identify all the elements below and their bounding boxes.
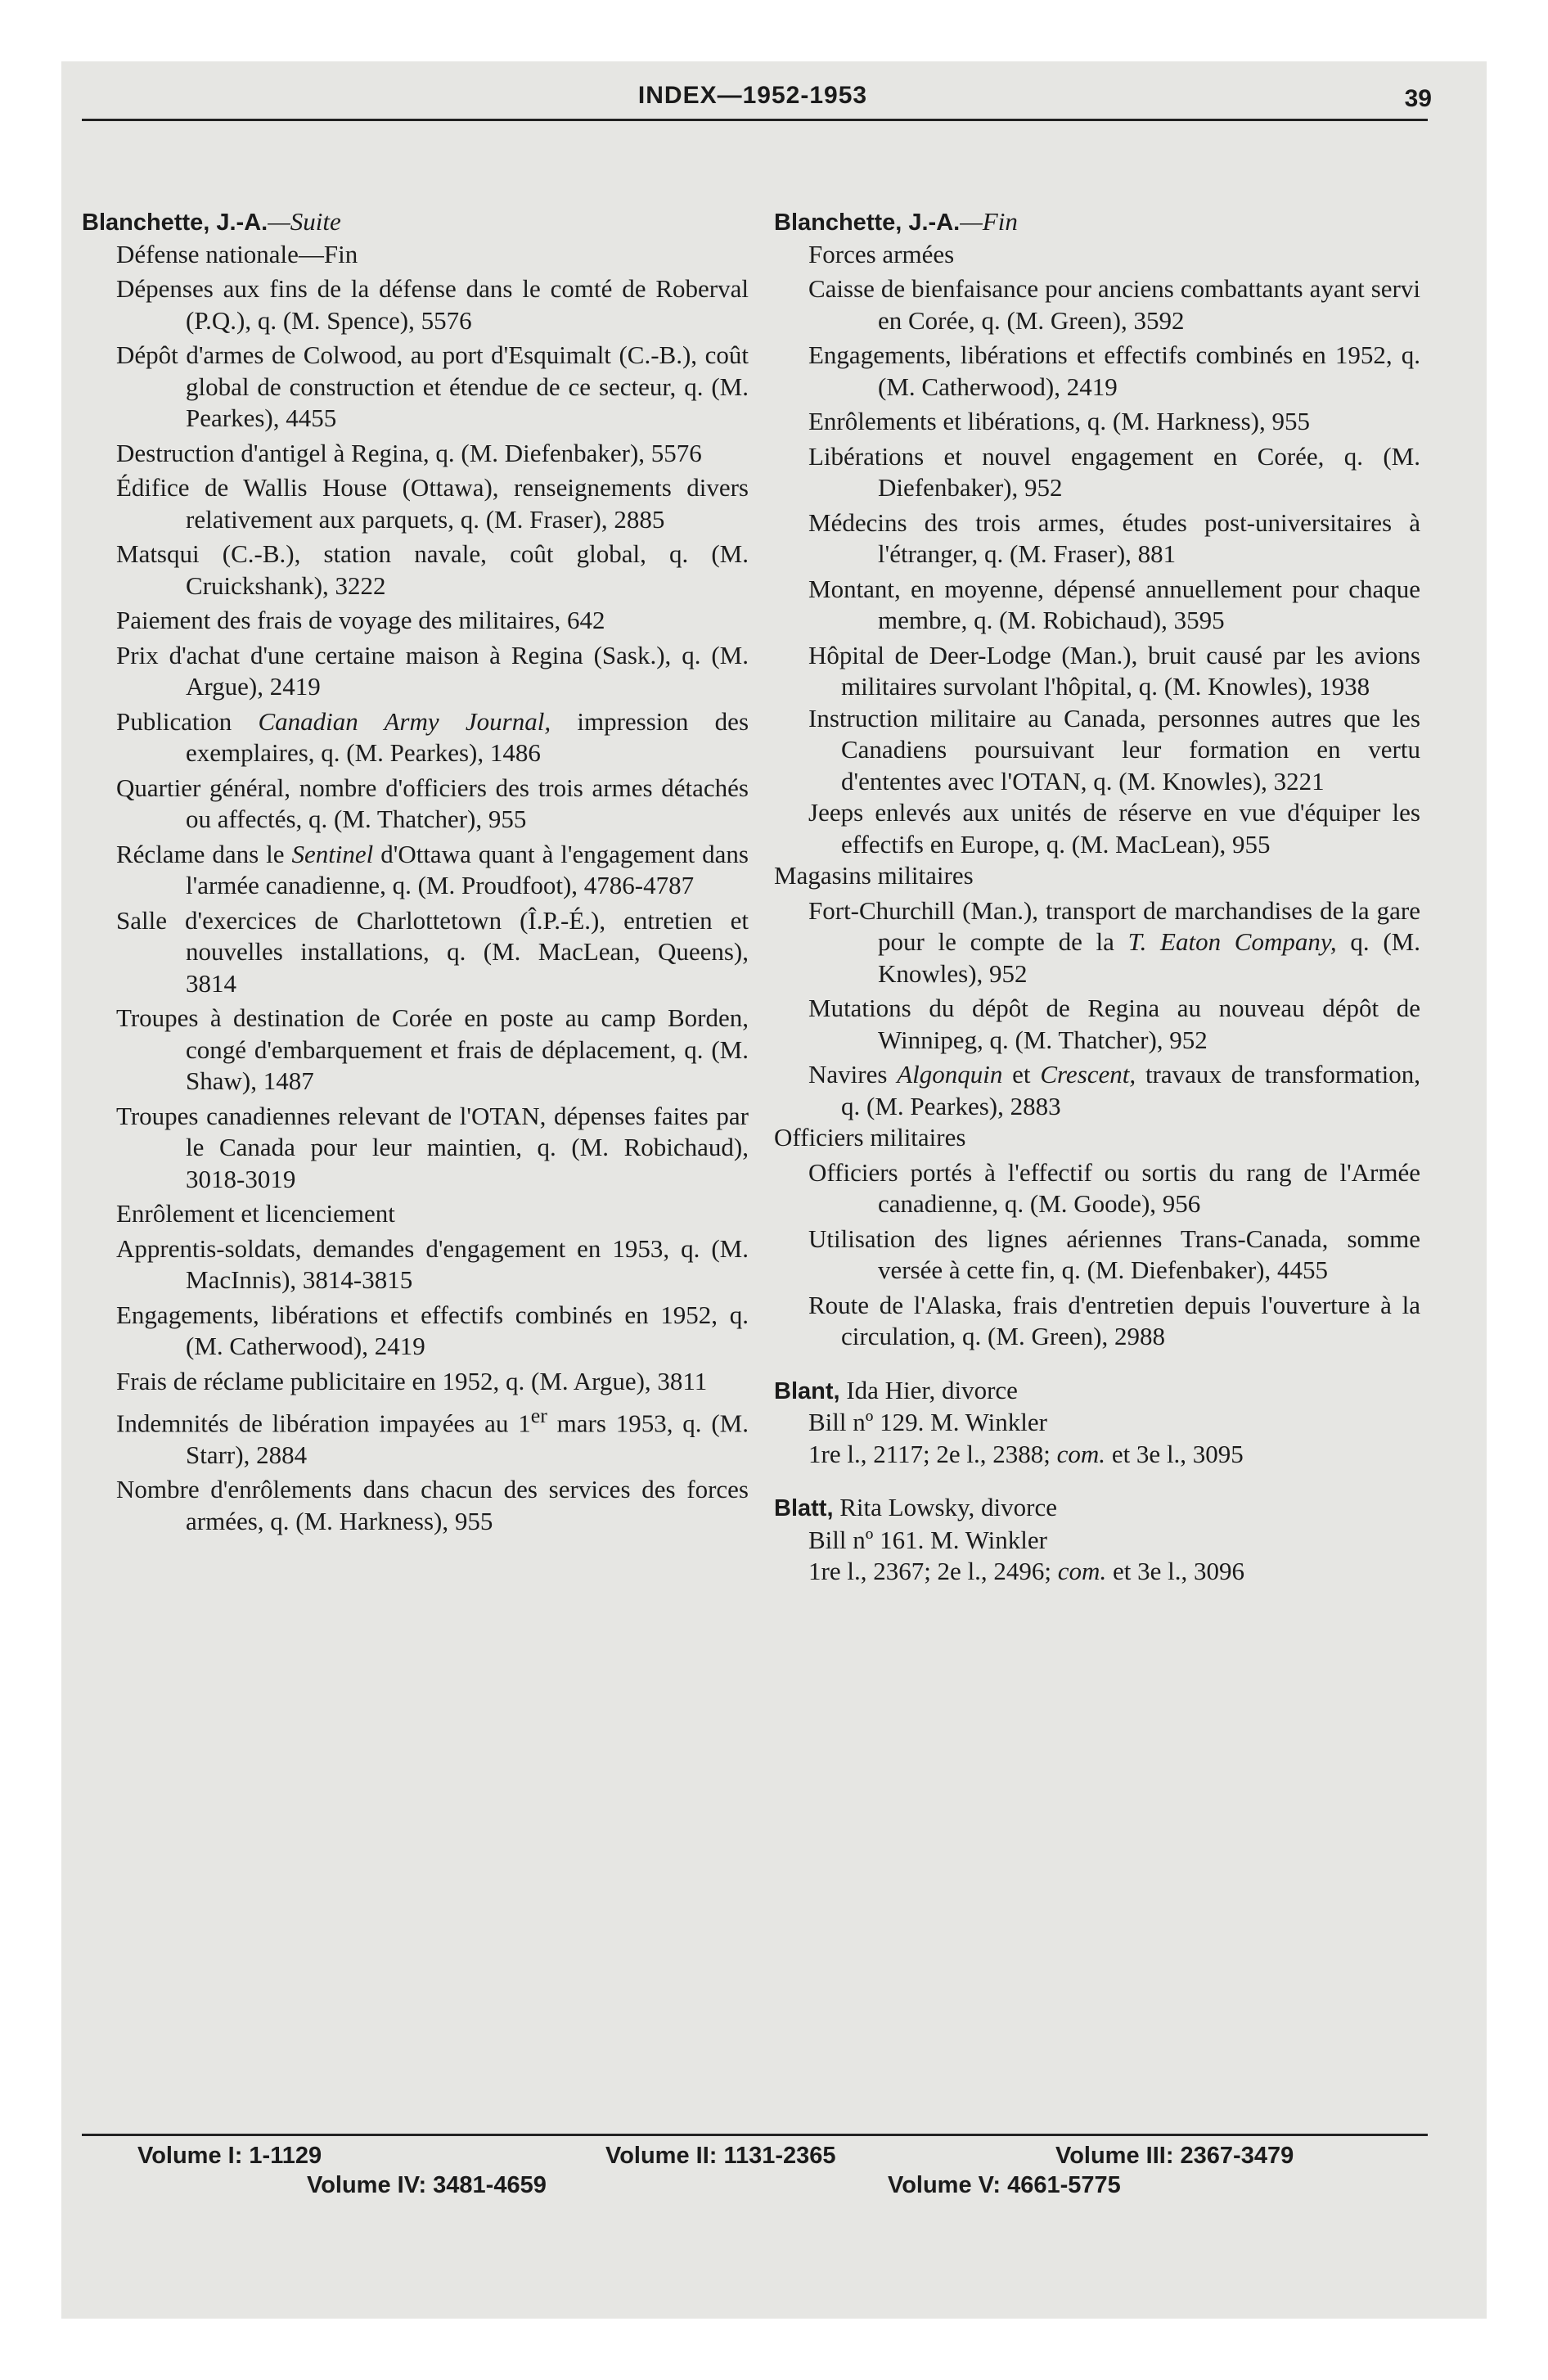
entry-heading: Blanchette, J.-A.—Fin bbox=[774, 207, 1018, 236]
subheading: Enrôlement et licenciement bbox=[116, 1199, 395, 1228]
index-entry: Indemnités de libération impayées au 1er mars 1953, q. (M. Starr), 2884 bbox=[116, 1404, 749, 1469]
index-entry: Engagements, libérations et effectifs combinés en 1952, q. (M. Catherwood), 2419 bbox=[808, 340, 1420, 401]
index-entry: Matsqui (C.-B.), station navale, coût global, q. (M. Cruickshank), 3222 bbox=[116, 539, 749, 600]
index-entry: Frais de réclame publicitaire en 1952, q. (M. Argue), 3811 bbox=[116, 1366, 708, 1395]
index-entry: Fort-Churchill (Man.), transport de marchandises de la gare pour le compte de la T. Eaton Company, q. (M. Knowles), 952 bbox=[808, 895, 1420, 988]
right-column bbox=[774, 206, 1420, 1588]
volume-footer bbox=[82, 2143, 1428, 2202]
index-entry: Montant, en moyenne, dépensé annuellement pour chaque membre, q. (M. Robichaud), 3595 bbox=[808, 574, 1420, 634]
index-entry: Destruction d'antigel à Regina, q. (M. Diefenbaker), 5576 bbox=[116, 438, 702, 467]
header-rule bbox=[82, 119, 1428, 121]
volume-range: Volume III: 2367-3479 bbox=[1055, 2143, 1294, 2169]
index-entry: Dépôt d'armes de Colwood, au port d'Esquimalt (C.-B.), coût global de construction et étendue de ce secteur, q. (M. Pearkes), 4455 bbox=[116, 340, 749, 432]
index-entry: Paiement des frais de voyage des militaires, 642 bbox=[116, 606, 605, 634]
index-entry: Troupes canadiennes relevant de l'OTAN, dépenses faites par le Canada pour leur maintien, q. (M. Robichaud), 3018-3019 bbox=[116, 1101, 749, 1193]
index-entry: Officiers portés à l'effectif ou sortis du rang de l'Armée canadienne, q. (M. Goode), 956 bbox=[808, 1157, 1420, 1218]
index-entry: Quartier général, nombre d'officiers des trois armes détachés ou affectés, q. (M. Thatcher), 955 bbox=[116, 773, 749, 833]
page-number: 39 bbox=[1404, 85, 1432, 112]
bill-line: Bill nº 129. M. Winkler bbox=[808, 1408, 1047, 1436]
readings-line: 1re l., 2367; 2e l., 2496; com. et 3e l., 3096 bbox=[808, 1557, 1244, 1585]
entry-heading: Blatt, Rita Lowsky, divorce bbox=[774, 1493, 1057, 1521]
index-entry: Enrôlements et libérations, q. (M. Harkness), 955 bbox=[808, 407, 1310, 435]
volume-range: Volume IV: 3481-4659 bbox=[307, 2172, 547, 2198]
page-title: INDEX—1952-1953 bbox=[637, 82, 868, 109]
index-entry: Apprentis-soldats, demandes d'engagement en 1953, q. (M. MacInnis), 3814-3815 bbox=[116, 1233, 749, 1294]
footer-rule bbox=[82, 2134, 1428, 2136]
index-entry: Édifice de Wallis House (Ottawa), renseignements divers relativement aux parquets, q. (M. Fraser), 2885 bbox=[116, 473, 749, 534]
index-entry: Prix d'achat d'une certaine maison à Regina (Sask.), q. (M. Argue), 2419 bbox=[116, 640, 749, 701]
bill-line: Bill nº 161. M. Winkler bbox=[808, 1525, 1047, 1554]
spacer bbox=[774, 1470, 1420, 1492]
index-entry: Salle d'exercices de Charlottetown (Î.P.-É.), entretien et nouvelles installations, q. (M. MacLean, Queens), 3814 bbox=[116, 905, 749, 998]
index-entry: Instruction militaire au Canada, personnes autres que les Canadiens poursuivant leur formation en vertu d'ententes avec l'OTAN, q. (M. Knowles), 3221 bbox=[808, 703, 1420, 796]
index-entry: Route de l'Alaska, frais d'entretien depuis l'ouverture à la circulation, q. (M. Green), 2988 bbox=[808, 1290, 1420, 1350]
spacer bbox=[774, 1353, 1420, 1375]
index-entry: Navires Algonquin et Crescent, travaux de transformation, q. (M. Pearkes), 2883 bbox=[808, 1060, 1420, 1120]
index-entry: Dépenses aux fins de la défense dans le comté de Roberval (P.Q.), q. (M. Spence), 5576 bbox=[116, 274, 749, 335]
index-entry: Utilisation des lignes aériennes Trans-Canada, somme versée à cette fin, q. (M. Diefenbaker), 4455 bbox=[808, 1224, 1420, 1284]
index-entry: Hôpital de Deer-Lodge (Man.), bruit causé par les avions militaires survolant l'hôpital, q. (M. Knowles), 1938 bbox=[808, 640, 1420, 701]
subheading: Officiers militaires bbox=[774, 1123, 966, 1152]
volume-range: Volume I: 1-1129 bbox=[137, 2143, 322, 2169]
index-entry: Publication Canadian Army Journal, impression des exemplaires, q. (M. Pearkes), 1486 bbox=[116, 706, 749, 767]
subheading: Forces armées bbox=[808, 239, 955, 268]
index-entry: Jeeps enlevés aux unités de réserve en vue d'équiper les effectifs en Europe, q. (M. MacLean), 955 bbox=[808, 798, 1420, 859]
subheading: Magasins militaires bbox=[774, 861, 974, 890]
volume-range: Volume II: 1131-2365 bbox=[605, 2143, 836, 2169]
volume-range: Volume V: 4661-5775 bbox=[888, 2172, 1121, 2198]
left-column bbox=[82, 206, 749, 1540]
index-entry: Engagements, libérations et effectifs combinés en 1952, q. (M. Catherwood), 2419 bbox=[116, 1300, 749, 1360]
index-entry: Troupes à destination de Corée en poste au camp Borden, congé d'embarquement et frais de déplacement, q. (M. Shaw), 1487 bbox=[116, 1003, 749, 1095]
index-entry: Mutations du dépôt de Regina au nouveau dépôt de Winnipeg, q. (M. Thatcher), 952 bbox=[808, 994, 1420, 1054]
readings-line: 1re l., 2117; 2e l., 2388; com. et 3e l., 3095 bbox=[808, 1439, 1244, 1468]
index-entry: Réclame dans le Sentinel d'Ottawa quant à l'engagement dans l'armée canadienne, q. (M. Proudfoot), 4786-4787 bbox=[116, 839, 749, 899]
entry-heading: Blanchette, J.-A.—Suite bbox=[82, 207, 341, 236]
entry-heading: Blant, Ida Hier, divorce bbox=[774, 1375, 1018, 1404]
page-header bbox=[74, 82, 1432, 115]
index-entry: Nombre d'enrôlements dans chacun des services des forces armées, q. (M. Harkness), 955 bbox=[116, 1475, 749, 1535]
index-entry: Libérations et nouvel engagement en Corée, q. (M. Diefenbaker), 952 bbox=[808, 441, 1420, 502]
index-entry: Caisse de bienfaisance pour anciens combattants ayant servi en Corée, q. (M. Green), 3592 bbox=[808, 274, 1420, 335]
index-entry: Médecins des trois armes, études post-universitaires à l'étranger, q. (M. Fraser), 881 bbox=[808, 507, 1420, 568]
subheading: Défense nationale—Fin bbox=[116, 239, 358, 268]
